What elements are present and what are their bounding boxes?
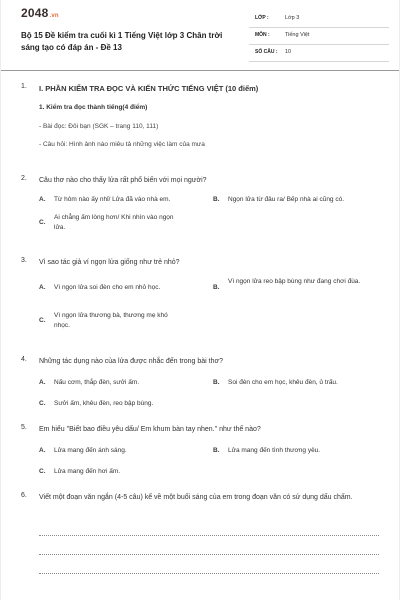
answer-line[interactable] <box>39 554 379 555</box>
meta-key: MÔN : <box>255 32 270 38</box>
option-text: Lửa mang đến tình thương yêu. <box>228 447 321 454</box>
option-text: Nấu cơm, thắp đèn, sưởi ấm. <box>54 379 140 386</box>
option-text: Từ hôm nào ấy nhỉ/ Lửa đã vào nhà em. <box>54 196 171 203</box>
meta-row-class <box>249 13 389 28</box>
option-text: Vì ngọn lửa soi đèn cho em nhỏ học. <box>54 284 161 291</box>
meta-key: LỚP : <box>255 15 269 21</box>
question-text: Những tác dụng nào của lửa được nhắc đến trong bài thơ? <box>39 358 223 365</box>
question-number: 3. <box>21 257 27 264</box>
answer-line[interactable] <box>39 535 379 536</box>
option-letter: C. <box>39 317 46 324</box>
question-text: Vì sao tác giả ví ngọn lửa giống như trẻ nhỏ? <box>39 259 180 266</box>
logo-text: 2048 <box>21 6 49 20</box>
option-letter: B. <box>213 447 220 454</box>
site-logo[interactable] <box>21 6 59 20</box>
option-letter: B. <box>213 196 220 203</box>
option-letter: A. <box>39 196 46 203</box>
option-text: Soi đèn cho em học, khêu đèn, ủ trấu. <box>228 379 338 386</box>
option-letter: A. <box>39 447 46 454</box>
meta-value: 10 <box>285 49 292 55</box>
meta-row-count <box>249 47 389 62</box>
question-text: Viết một đoạn văn ngắn (4-5 câu) kể về một buổi sáng của em trong đoạn văn có sử dụng dấu chấm. <box>39 494 353 501</box>
option-text: Sưởi ấm, khêu đèn, reo bập bùng. <box>54 400 154 407</box>
question-number: 2. <box>21 175 27 182</box>
option-letter: C. <box>39 219 46 226</box>
option-text: Lửa mang đến ánh sáng. <box>54 447 127 454</box>
option-letter: C. <box>39 468 46 475</box>
document-title: Bộ 15 Đề kiểm tra cuối kì 1 Tiếng Việt lớp 3 Chân trời sáng tạo có đáp án - Đề 13 <box>21 31 223 52</box>
meta-row-subject <box>249 30 389 45</box>
logo-suffix: .vn <box>49 13 59 19</box>
reading-info: - Bài đọc: Đôi bạn (SGK – trang 110, 111) <box>39 123 159 130</box>
option-letter: A. <box>39 379 46 386</box>
section-title: I. PHẦN KIỂM TRA ĐỌC VÀ KIẾN THỨC TIẾNG VIỆT (10 điểm) <box>39 84 259 93</box>
question-number: 1. <box>21 83 27 90</box>
question-number: 6. <box>21 492 27 499</box>
meta-box <box>249 13 389 64</box>
option-text: Vì ngọn lửa reo bập bùng như đang chơi đùa. <box>228 278 361 285</box>
answer-line[interactable] <box>39 573 379 574</box>
question-text: Câu thơ nào cho thấy lửa rất phổ biến với mọi người? <box>39 177 207 184</box>
meta-value: Tiếng Việt <box>285 32 310 38</box>
document-header <box>1 0 399 71</box>
meta-value: Lớp 3 <box>285 15 300 21</box>
option-letter: C. <box>39 400 46 407</box>
option-letter: B. <box>213 379 220 386</box>
option-text: Vì ngọn lửa thương bà, thương mẹ khó nhọc. <box>54 312 168 329</box>
meta-key: SỐ CÂU : <box>255 49 278 55</box>
option-text: Ngọn lửa từ đâu ra/ Bếp nhà ai cũng có. <box>228 196 345 203</box>
option-text: Ai chẳng ấm lòng hơn/ Khi nhìn vào ngọn lửa. <box>54 214 174 231</box>
option-letter: A. <box>39 284 46 291</box>
option-letter: B. <box>213 284 220 291</box>
option-text: Lửa mang đến hơi ấm. <box>54 468 121 475</box>
reading-question: - Câu hỏi: Hình ảnh nào miêu tả những việc làm của mưa <box>39 141 205 148</box>
question-text: Em hiểu "Biết bao điều yêu dấu/ Em khum bàn tay nhen." như thế nào? <box>39 426 261 433</box>
question-number: 4. <box>21 356 27 363</box>
question-number: 5. <box>21 424 27 431</box>
subsection-title: 1. Kiểm tra đọc thành tiếng(4 điểm) <box>39 104 148 111</box>
